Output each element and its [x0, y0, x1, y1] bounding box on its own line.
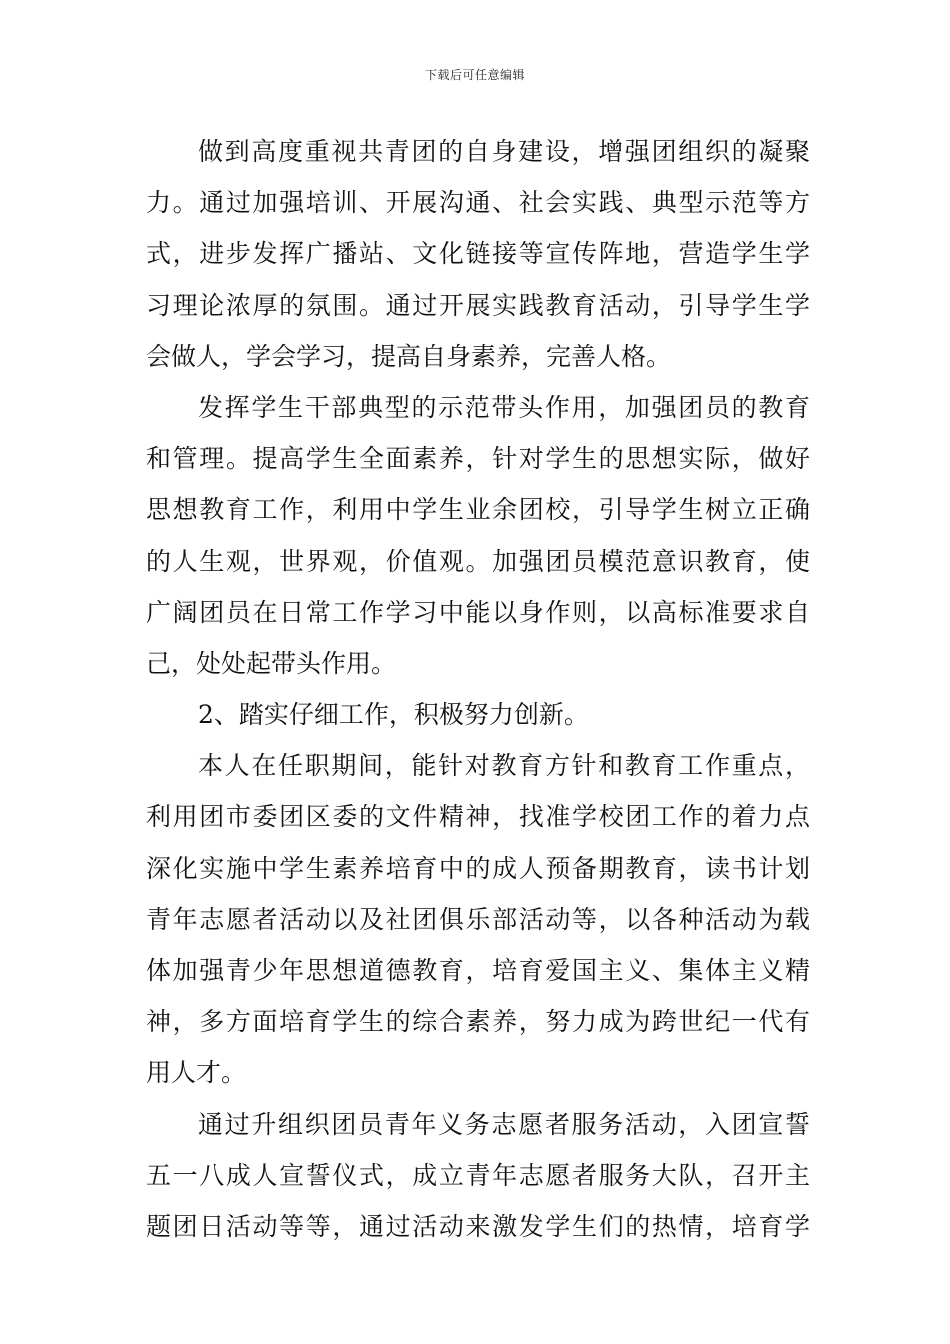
- text-line: 和管理。提高学生全面素养，针对学生的思想实际，做好: [146, 444, 810, 474]
- text-line: 青年志愿者活动以及社团俱乐部活动等，以各种活动为载: [146, 904, 810, 934]
- text-line: 通过升组织团员青年义务志愿者服务活动，入团宣誓: [198, 1109, 810, 1139]
- text-line: 五一八成人宣誓仪式，成立青年志愿者服务大队，召开主: [146, 1160, 810, 1190]
- text-line: 本人在任职期间，能针对教育方针和教育工作重点，: [198, 751, 810, 781]
- text-line: 式，进步发挥广播站、文化链接等宣传阵地，营造学生学: [146, 239, 810, 269]
- text-line: 2、踏实仔细工作，积极努力创新。: [198, 700, 589, 730]
- text-line: 题团日活动等等，通过活动来激发学生们的热情，培育学: [146, 1211, 810, 1241]
- text-line: 思想教育工作，利用中学生业余团校，引导学生树立正确: [146, 495, 810, 525]
- text-line: 做到高度重视共青团的自身建设，增强团组织的凝聚: [198, 137, 810, 166]
- text-line: 神，多方面培育学生的综合素养，努力成为跨世纪一代有: [146, 1007, 810, 1037]
- text-line: 发挥学生干部典型的示范带头作用，加强团员的教育: [198, 392, 810, 422]
- text-line: 习理论浓厚的氛围。通过开展实践教育活动，引导学生学: [146, 290, 810, 320]
- text-line: 用人才。: [146, 1058, 247, 1088]
- page-header: 下载后可任意编辑: [424, 68, 525, 82]
- text-line: 深化实施中学生素养培育中的成人预备期教育，读书计划: [146, 853, 810, 883]
- text-line: 力。通过加强培训、开展沟通、社会实践、典型示范等方: [146, 188, 810, 218]
- text-line: 广阔团员在日常工作学习中能以身作则，以高标准要求自: [146, 597, 810, 627]
- text-line: 体加强青少年思想道德教育，培育爱国主义、集体主义精: [146, 956, 810, 985]
- document-body: [146, 126, 810, 1252]
- text-line: 利用团市委团区委的文件精神，找准学校团工作的着力点: [146, 802, 810, 832]
- text-line: 会做人，学会学习，提高自身素养，完善人格。: [146, 341, 672, 371]
- text-line: 的人生观，世界观，价值观。加强团员模范意识教育，使: [146, 546, 810, 576]
- text-line: 己，处处起带头作用。: [146, 648, 397, 678]
